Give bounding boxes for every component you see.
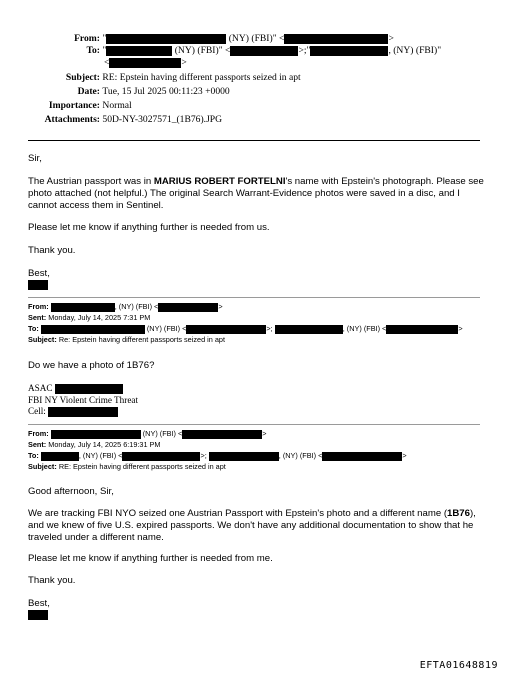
message1-paragraph2: Please let me know if anything further is needed from us.	[28, 222, 270, 233]
redaction-block	[158, 303, 218, 312]
email3-to-row: To: , (NY) (FBI) < >; , (NY) (FBI) < >	[28, 451, 407, 460]
email2-to-value-1: (NY) (FBI) <	[146, 324, 187, 333]
redaction-block	[106, 46, 172, 56]
email3-paragraph2: Please let me know if anything further is needed from me.	[28, 553, 273, 564]
redaction-block	[51, 430, 141, 439]
email3-subject-label: Subject:	[28, 462, 57, 471]
header-importance-row	[28, 100, 132, 112]
email3-sent-label: Sent:	[28, 440, 47, 449]
signature-redaction	[28, 280, 48, 290]
email2-question: Do we have a photo of 1B76?	[28, 360, 155, 371]
redaction-block	[122, 452, 200, 461]
email3-paragraph1	[28, 508, 488, 544]
redaction-block	[186, 325, 266, 334]
header-from-value: (NY) (FBI)" <	[228, 33, 285, 44]
email2-sig-cell: Cell:	[28, 406, 46, 416]
email2-to-label: To:	[28, 324, 39, 333]
message1-p1-before: The Austrian passport was in	[28, 176, 154, 187]
header-subject-row	[28, 72, 301, 84]
email3-from-row: From: (NY) (FBI) < >	[28, 429, 267, 438]
redaction-block	[109, 58, 181, 68]
email2-subject-label: Subject:	[28, 335, 57, 344]
email3-from-label: From:	[28, 429, 49, 438]
redaction-block	[386, 325, 458, 334]
email3-to-label: To:	[28, 451, 39, 460]
email2-sent-value: Monday, July 14, 2025 7:31 PM	[48, 313, 151, 322]
email2-subject-value: Re: Epstein having different passports seized in apt	[58, 335, 225, 344]
email3-sent-value: Monday, July 14, 2025 6:19:31 PM	[48, 440, 161, 449]
message1-paragraph1	[28, 176, 488, 212]
redaction-block	[284, 34, 388, 44]
redaction-block	[310, 46, 388, 56]
header-to-value-1: (NY) (FBI)" <	[174, 45, 231, 56]
email2-sig-title-row	[28, 383, 123, 394]
email2-to-value-3: , (NY) (FBI) <	[342, 324, 387, 333]
header-to-value-3: (NY) (FBI)"	[393, 45, 442, 56]
redaction-block	[106, 34, 226, 44]
email3-to-value-3: , (NY) (FBI) <	[278, 451, 323, 460]
email3-to-value-2: >;	[200, 451, 207, 460]
redaction-block	[275, 325, 343, 334]
signature-redaction	[28, 610, 48, 620]
email2-from-value: , (NY) (FBI) <	[114, 302, 159, 311]
message1-greeting: Sir,	[28, 153, 42, 164]
email3-divider	[28, 424, 480, 425]
email2-from-label: From:	[28, 302, 49, 311]
email2-sent-label: Sent:	[28, 313, 47, 322]
email2-sig-title: ASAC	[28, 383, 53, 393]
email2-sig-cell-row	[28, 406, 118, 417]
redaction-block	[41, 452, 79, 461]
email3-closing: Best,	[28, 598, 50, 609]
header-subject-label: Subject:	[65, 72, 100, 83]
email3-thanks: Thank you.	[28, 575, 76, 586]
header-to-row-cont: < >	[104, 57, 187, 68]
redaction-block	[209, 452, 279, 461]
message1-thanks: Thank you.	[28, 245, 76, 256]
email3-greeting: Good afternoon, Sir,	[28, 486, 114, 497]
redaction-block	[51, 303, 115, 312]
header-attachments-row	[28, 114, 222, 126]
email2-to-value-2: >;	[266, 324, 273, 333]
redaction-block	[230, 46, 298, 56]
header-from-row: From: " (NY) (FBI)" < >	[28, 33, 394, 45]
redaction-block	[41, 325, 145, 334]
email2-sent-row	[28, 313, 150, 324]
email3-sent-row	[28, 440, 161, 451]
header-date-label: Date:	[77, 86, 100, 97]
header-importance-label: Importance:	[48, 100, 100, 111]
header-importance-value: Normal	[102, 100, 132, 111]
email2-subject-row	[28, 335, 225, 346]
email3-subject-row	[28, 462, 226, 473]
passport-name: MARIUS ROBERT FORTELNI	[153, 176, 286, 187]
header-divider	[28, 140, 480, 141]
bates-number: EFTA01648819	[419, 660, 498, 671]
header-date-value: Tue, 15 Jul 2025 00:11:23 +0000	[102, 86, 230, 97]
email3-p1-before: We are tracking FBI NYO seized one Austrian Passport with Epstein's photo and a different name (	[28, 508, 448, 519]
email2-sig-org: FBI NY Violent Crime Threat	[28, 395, 139, 405]
email3-subject-value: RE: Epstein having different passports seized in apt	[58, 462, 226, 471]
header-to-value-2: >;"	[298, 45, 311, 56]
email2-divider	[28, 297, 480, 298]
redaction-block	[55, 384, 123, 394]
redaction-block	[182, 430, 262, 439]
redaction-block	[48, 407, 118, 417]
email3-p1-after: ), and we knew of five U.S. expired passports. We don't have any additional documentation to show that he traveled under a different name.	[28, 508, 476, 543]
exhibit-id: 1B76	[447, 508, 470, 519]
header-from-label: From:	[74, 33, 100, 44]
message1-p1-after: 's name with Epstein's photograph. Please see photo attached (not helpful.) The original Search Warrant-Evidence photos were saved in a disc, and I cannot access them in Sentinel.	[28, 176, 484, 211]
email2-from-row: From: , (NY) (FBI) < >	[28, 302, 223, 311]
header-attachments-label: Attachments:	[44, 114, 100, 125]
email3-from-value: (NY) (FBI) <	[142, 429, 183, 438]
header-attachments-value: 50D-NY-3027571_(1B76).JPG	[102, 114, 223, 125]
header-subject-value: RE: Epstein having different passports seized in apt	[102, 72, 301, 83]
email2-to-row: To: (NY) (FBI) < >; , (NY) (FBI) < >	[28, 324, 463, 333]
header-to-label: To:	[86, 45, 100, 56]
redaction-block	[322, 452, 402, 461]
message1-closing: Best,	[28, 268, 50, 279]
email3-to-value-1: , (NY) (FBI) <	[78, 451, 123, 460]
header-to-row: To: " (NY) (FBI)" < >;" , (NY) (FBI)"	[28, 45, 441, 57]
header-date-row	[28, 86, 230, 98]
